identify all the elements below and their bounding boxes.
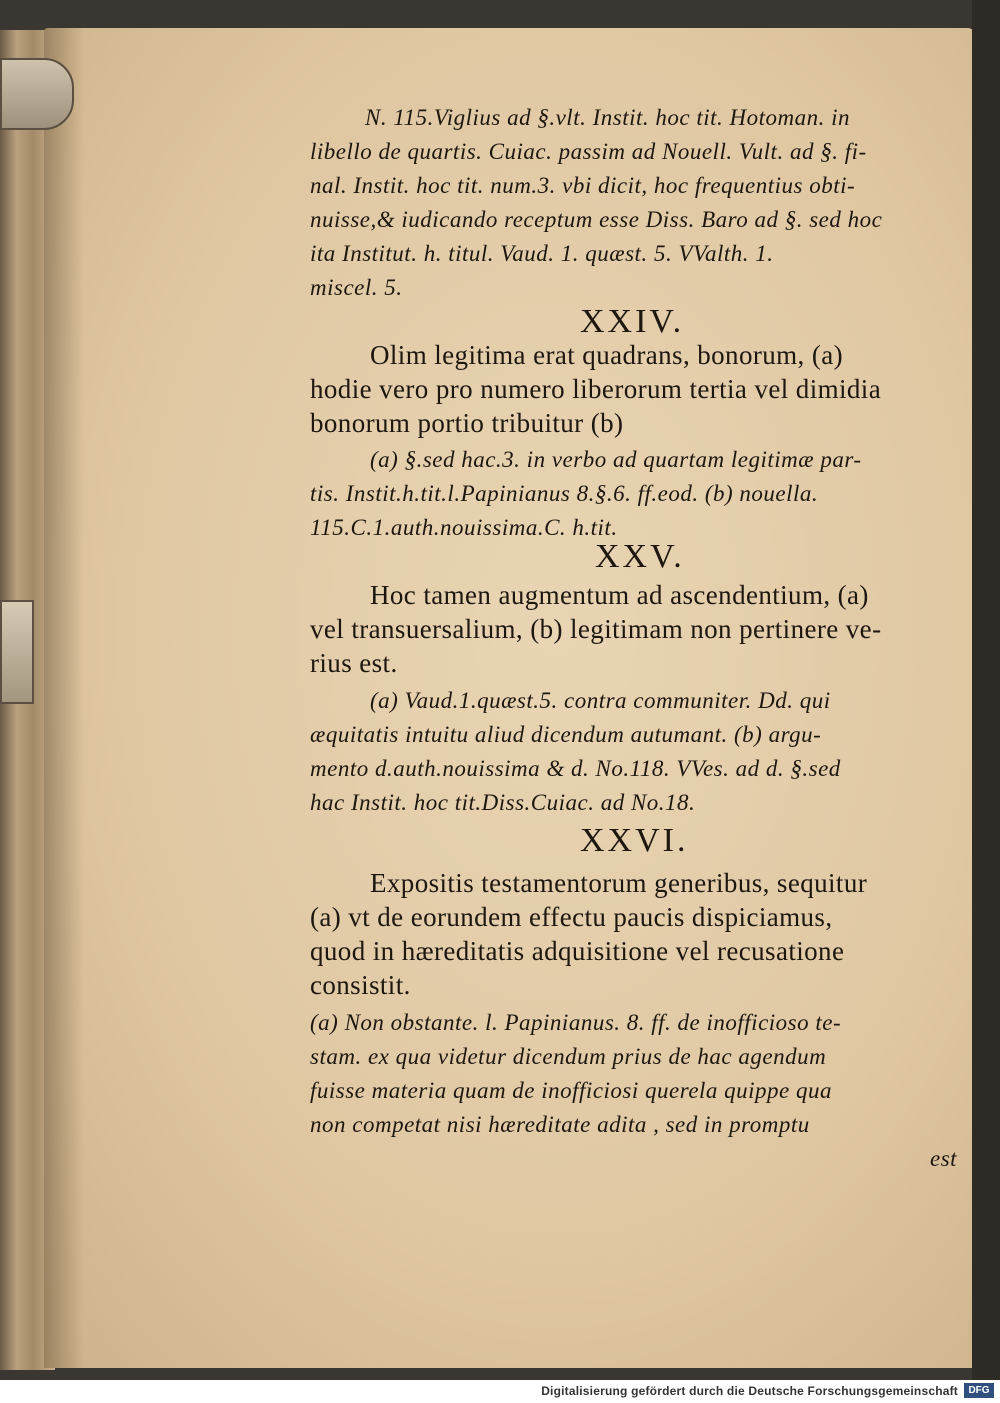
section-heading: XXV. [595,538,685,575]
footer-credit: Digitalisierung gefördert durch die Deutsche Forschungsgemeinschaft [541,1384,958,1398]
right-background [972,0,1000,1380]
clasp-top [0,58,74,130]
footnote-line: nuisse,& iudicando receptum esse Diss. Baro ad §. sed hoc [310,207,883,232]
dfg-logo: DFG [964,1383,994,1398]
body-line: bonorum portio tribuitur (b) [310,408,624,438]
body-line: quod in hæreditatis adquisitione vel recusatione [310,936,845,966]
footer [0,1380,1000,1403]
body-line: Hoc tamen augmentum ad ascendentium, (a) [370,580,869,610]
body-line: (a) vt de eorundem effectu paucis dispiciamus, [310,902,833,932]
body-line: rius est. [310,648,398,678]
footnote-line: stam. ex qua videtur dicendum prius de hac agendum [310,1044,827,1069]
footnote-line: (a) Non obstante. l. Papinianus. 8. ff. de inofficioso te- [310,1010,842,1035]
footnote-line: miscel. 5. [310,275,403,300]
footnote-line: fuisse materia quam de inofficiosi querela quippe qua [310,1078,833,1103]
footnote-line: nal. Instit. hoc tit. num.3. vbi dicit, hoc frequentius obti- [310,173,856,198]
clasp-bottom [0,600,34,704]
gutter-shadow [44,28,84,1368]
footnote-line: 115.C.1.auth.nouissima.C. h.tit. [310,515,618,540]
body-line: consistit. [310,970,411,1000]
footnote-line: ita Institut. h. titul. Vaud. 1. quæst. 5. VValth. 1. [310,241,774,266]
footnote-line: libello de quartis. Cuiac. passim ad Nouell. Vult. ad §. fi- [310,139,867,164]
section-heading: XXVI. [580,822,689,859]
body-line: Olim legitima erat quadrans, bonorum, (a) [370,340,844,370]
body-line: hodie vero pro numero liberorum tertia vel dimidia [310,374,882,404]
footnote-line: (a) §.sed hac.3. in verbo ad quartam legitimæ par- [370,447,862,472]
footnote-line: mento d.auth.nouissima & d. No.118. VVes. ad d. §.sed [310,756,841,781]
footnote-line: (a) Vaud.1.quæst.5. contra communiter. Dd. qui [370,688,831,713]
footnote-line: est [930,1146,958,1171]
footnote-line: hac Instit. hoc tit.Diss.Cuiac. ad No.18. [310,790,696,815]
footnote-line: tis. Instit.h.tit.l.Papinianus 8.§.6. ff.eod. (b) nouella. [310,481,819,506]
footnote-line: æquitatis intuitu aliud dicendum autumant. (b) argu- [310,722,822,747]
body-line: vel transuersalium, (b) legitimam non pertinere ve- [310,614,882,644]
body-line: Expositis testamentorum generibus, sequitur [370,868,868,898]
section-heading: XXIV. [580,303,685,340]
footnote-line: N. 115.Viglius ad §.vlt. Instit. hoc tit. Hotoman. in [365,105,850,130]
footnote-line: non competat nisi hæreditate adita , sed in promptu [310,1112,810,1137]
